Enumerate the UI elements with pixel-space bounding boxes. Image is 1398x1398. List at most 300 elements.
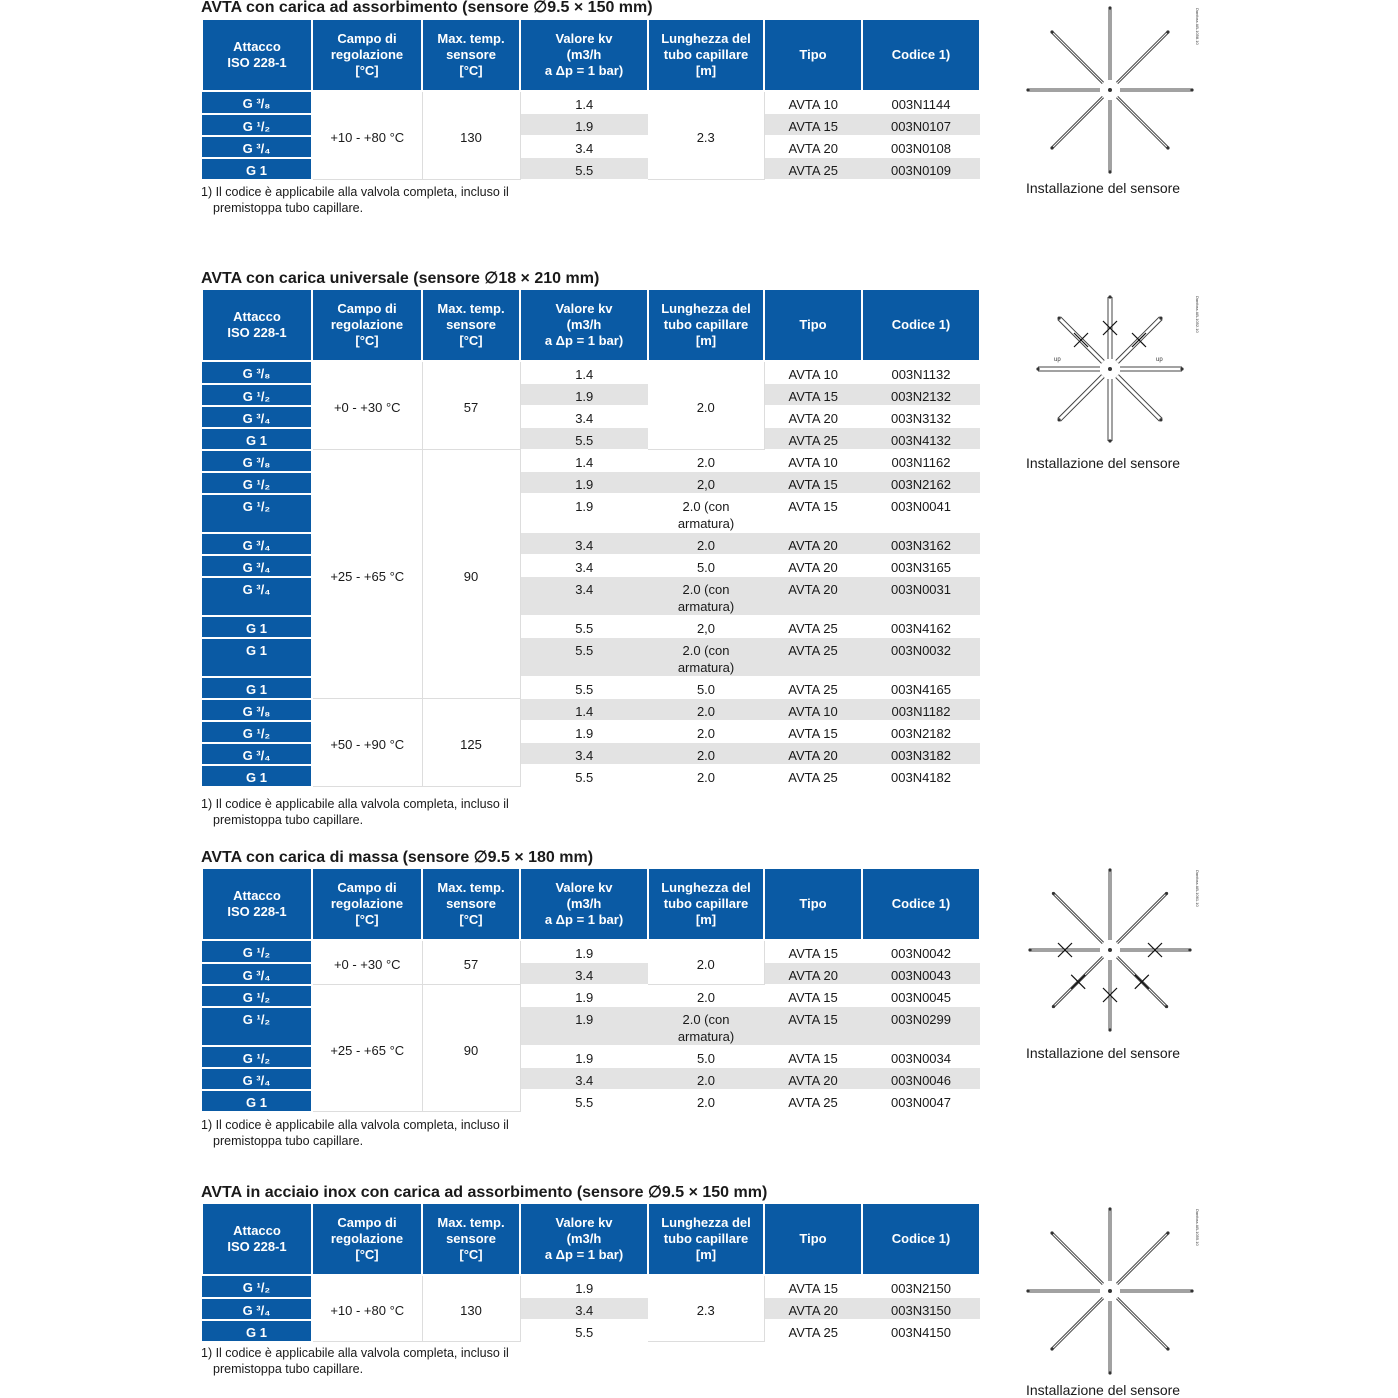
cell-lunghezza: 2.3: [648, 1275, 764, 1342]
sensor-probe: [1108, 1207, 1111, 1281]
cell-attacco: G ¹/₂: [202, 1046, 312, 1068]
cell-codice: 003N4162: [862, 616, 980, 638]
cell-codice: 003N0031: [862, 577, 980, 616]
cell-lunghezza-line: armatura): [677, 516, 735, 531]
header-attacco-line: Attacco: [233, 888, 281, 903]
cell-kv: 1.9: [520, 472, 648, 494]
cell-codice: 003N3150: [862, 1298, 980, 1320]
header-kv-line: Valore kv: [555, 880, 613, 895]
header-campo-line: [°C]: [355, 333, 379, 348]
cell-tipo: AVTA 15: [764, 985, 862, 1007]
cell-codice: 003N0045: [862, 985, 980, 1007]
cell-attacco: G ³/₈: [202, 450, 312, 472]
cell-tipo: AVTA 25: [764, 158, 862, 180]
cell-lunghezza-line: 2.0: [696, 748, 716, 763]
header-row: [202, 289, 980, 361]
cell-tipo: AVTA 15: [764, 472, 862, 494]
cell-kv: 1.4: [520, 699, 648, 721]
cell-lunghezza-line: 2.0 (con: [682, 643, 730, 658]
cell-lunghezza: [648, 699, 764, 721]
cell-kv: 1.9: [520, 1007, 648, 1046]
cell-codice: 003N2150: [862, 1275, 980, 1298]
cell-kv: 1.9: [520, 985, 648, 1007]
cell-codice: 003N3165: [862, 555, 980, 577]
header-maxtemp-line: Max. temp.: [437, 301, 505, 316]
footnote-line-1: 1) Il codice è applicabile alla valvola completa, incluso il: [201, 1346, 509, 1360]
cell-tipo: AVTA 10: [764, 361, 862, 384]
cell-tipo: AVTA 20: [764, 1068, 862, 1090]
cell-maxtemp: 57: [422, 940, 520, 985]
cell-codice: 003N2132: [862, 384, 980, 406]
drawing-code: Danfoss AB-1055.10: [1195, 1209, 1200, 1246]
section-title-4: AVTA in acciaio inox con carica ad assorbimento (sensore ∅9.5 × 150 mm): [201, 1184, 768, 1201]
cell-maxtemp: 90: [422, 450, 520, 699]
section-title-2: AVTA con carica universale (sensore ∅18 × 210 mm): [201, 270, 600, 287]
sensor-probe: [1117, 1298, 1170, 1351]
cell-lunghezza-line: 5.0: [696, 560, 716, 575]
header-campo-line: Campo di: [337, 301, 397, 316]
footnote-line-1: 1) Il codice è applicabile alla valvola completa, incluso il: [201, 797, 509, 811]
cell-attacco: G ³/₈: [202, 699, 312, 721]
header-campo-line: [°C]: [355, 912, 379, 927]
header-kv: [520, 1203, 648, 1275]
cell-lunghezza: [648, 638, 764, 677]
cell-kv: 5.5: [520, 677, 648, 699]
cell-lunghezza-line: 2.0: [696, 770, 716, 785]
cell-codice: 003N4150: [862, 1320, 980, 1342]
cell-lunghezza: [648, 985, 764, 1007]
header-tipo-line: Tipo: [799, 1231, 827, 1246]
cell-maxtemp: 90: [422, 985, 520, 1112]
cell-codice: 003N3132: [862, 406, 980, 428]
cell-attacco: G ¹/₂: [202, 494, 312, 533]
header-lunghezza-line: [m]: [695, 912, 717, 927]
sensor-probe: [1108, 379, 1111, 443]
cell-lunghezza: [648, 555, 764, 577]
cell-codice: 003N1162: [862, 450, 980, 472]
sensor-installation-diagram-4: [1024, 1205, 1204, 1380]
footnote-line-2: premistoppa tubo capillare.: [213, 1362, 364, 1376]
cell-kv: 5.5: [520, 616, 648, 638]
cell-kv: 3.4: [520, 1298, 648, 1320]
header-row: [202, 1203, 980, 1275]
header-tipo-line: Tipo: [799, 896, 827, 911]
sensor-installation-diagram-2: [1024, 292, 1204, 452]
table-row: [202, 91, 980, 114]
diagram-caption-4: Installazione del sensore: [1026, 1382, 1181, 1398]
cell-kv: 1.9: [520, 1046, 648, 1068]
sensor-probe: [1050, 1298, 1103, 1351]
cell-attacco: G 1: [202, 616, 312, 638]
cell-tipo: AVTA 25: [764, 677, 862, 699]
cell-codice: 003N0042: [862, 940, 980, 963]
header-attacco-line: Attacco: [233, 309, 281, 324]
header-codice: [862, 1203, 980, 1275]
cell-tipo: AVTA 15: [764, 1275, 862, 1298]
header-campo: [312, 868, 422, 940]
header-lunghezza-line: Lunghezza del: [661, 31, 751, 46]
header-attacco: [202, 1203, 312, 1275]
cell-kv: 3.4: [520, 555, 648, 577]
cell-maxtemp: 57: [422, 361, 520, 450]
header-maxtemp-line: sensore: [446, 1231, 496, 1246]
header-maxtemp: [422, 289, 520, 361]
cell-tipo: AVTA 20: [764, 577, 862, 616]
cell-lunghezza-line: 2,0: [696, 621, 716, 636]
header-maxtemp-line: sensore: [446, 317, 496, 332]
cell-attacco: G 1: [202, 638, 312, 677]
header-row: [202, 19, 980, 91]
drawing-code: Danfoss AB-1061.10: [1195, 870, 1200, 907]
cell-kv: 5.5: [520, 158, 648, 180]
cell-kv: 5.5: [520, 765, 648, 787]
cell-lunghezza-line: 2.0 (con: [682, 582, 730, 597]
header-lunghezza-line: Lunghezza del: [661, 301, 751, 316]
cell-tipo: AVTA 15: [764, 114, 862, 136]
header-lunghezza: [648, 19, 764, 91]
table-row: [202, 361, 980, 384]
cell-tipo: AVTA 15: [764, 721, 862, 743]
sensor-installation-diagram-1: [1024, 4, 1204, 179]
header-kv-line: a Δp = 1 bar): [544, 912, 624, 927]
cell-campo: +0 - +30 °C: [312, 361, 422, 450]
header-kv-line: (m3/h: [566, 317, 602, 332]
cell-tipo: AVTA 10: [764, 699, 862, 721]
cell-lunghezza-line: 2.0: [696, 726, 716, 741]
header-kv-line: Valore kv: [555, 31, 613, 46]
header-attacco-line: Attacco: [233, 1223, 281, 1238]
header-maxtemp-line: Max. temp.: [437, 1215, 505, 1230]
section-title-1: AVTA con carica ad assorbimento (sensore ∅9.5 × 150 mm): [201, 0, 653, 16]
header-campo: [312, 1203, 422, 1275]
header-campo: [312, 19, 422, 91]
cell-codice: 003N0108: [862, 136, 980, 158]
sensor-probe: [1050, 1231, 1103, 1284]
header-tipo: [764, 289, 862, 361]
header-kv-line: a Δp = 1 bar): [544, 1247, 624, 1262]
cell-attacco: G ¹/₂: [202, 114, 312, 136]
header-codice: [862, 868, 980, 940]
cell-lunghezza: [648, 765, 764, 787]
cell-tipo: AVTA 20: [764, 533, 862, 555]
sensor-probe: [1052, 892, 1103, 943]
table-mass-charge: [201, 867, 981, 1113]
cell-attacco: G ¹/₂: [202, 940, 312, 963]
cell-lunghezza-line: 2.0: [696, 1073, 716, 1088]
footnote-3: [201, 1117, 509, 1149]
cell-kv: 5.5: [520, 638, 648, 677]
cell-tipo: AVTA 20: [764, 406, 862, 428]
header-lunghezza: [648, 868, 764, 940]
cell-lunghezza: [648, 533, 764, 555]
cell-lunghezza-line: 2.0: [696, 538, 716, 553]
cell-kv: 1.4: [520, 450, 648, 472]
header-maxtemp-line: sensore: [446, 47, 496, 62]
table-row: [202, 1275, 980, 1298]
header-kv-line: Valore kv: [555, 1215, 613, 1230]
cell-maxtemp: 130: [422, 1275, 520, 1342]
header-attacco: [202, 19, 312, 91]
footnote-line-2: premistoppa tubo capillare.: [213, 813, 364, 827]
sensor-probe: [1120, 1289, 1194, 1292]
table-absorption-charge: [201, 18, 981, 181]
header-maxtemp-line: [°C]: [459, 1247, 483, 1262]
cell-lunghezza-line: 2.0: [696, 704, 716, 719]
cell-attacco: G 1: [202, 158, 312, 180]
sensor-probe: [1108, 1301, 1111, 1375]
cell-lunghezza-line: 2.0: [696, 1095, 716, 1110]
cell-tipo: AVTA 20: [764, 136, 862, 158]
header-kv-line: a Δp = 1 bar): [544, 333, 624, 348]
header-lunghezza: [648, 289, 764, 361]
cell-lunghezza: [648, 450, 764, 472]
cell-attacco: G ¹/₂: [202, 985, 312, 1007]
sensor-probe: [1117, 376, 1162, 421]
cell-attacco: G ³/₄: [202, 136, 312, 158]
header-codice-line: Codice 1): [891, 1231, 951, 1246]
cell-attacco: G ¹/₂: [202, 472, 312, 494]
cell-attacco: G ³/₈: [202, 91, 312, 114]
sensor-probe: [1057, 376, 1102, 421]
header-codice: [862, 289, 980, 361]
header-tipo-line: Tipo: [799, 47, 827, 62]
header-campo-line: Campo di: [337, 880, 397, 895]
section-title-3: AVTA con carica di massa (sensore ∅9.5 × 180 mm): [201, 849, 594, 866]
header-codice-line: Codice 1): [891, 896, 951, 911]
cell-codice: 003N1132: [862, 361, 980, 384]
cell-tipo: AVTA 25: [764, 616, 862, 638]
sensor-probe: [1108, 6, 1111, 80]
header-maxtemp-line: Max. temp.: [437, 31, 505, 46]
cell-codice: 003N2162: [862, 472, 980, 494]
cell-attacco: G 1: [202, 1090, 312, 1112]
cell-lunghezza-line: 2.0 (con: [682, 1012, 730, 1027]
cell-codice: 003N0034: [862, 1046, 980, 1068]
cell-attacco: G ³/₄: [202, 555, 312, 577]
header-codice-line: Codice 1): [891, 47, 951, 62]
header-kv-line: a Δp = 1 bar): [544, 63, 624, 78]
footnote-2: [201, 796, 509, 828]
cell-kv: 1.9: [520, 114, 648, 136]
cell-kv: 1.4: [520, 361, 648, 384]
cell-kv: 5.5: [520, 1090, 648, 1112]
header-codice-line: Codice 1): [891, 317, 951, 332]
header-campo-line: [°C]: [355, 63, 379, 78]
table-stainless-absorption: [201, 1202, 981, 1343]
header-campo-line: Campo di: [337, 1215, 397, 1230]
header-tipo: [764, 1203, 862, 1275]
header-maxtemp: [422, 1203, 520, 1275]
diagram-caption-2: Installazione del sensore: [1026, 455, 1181, 471]
cell-tipo: AVTA 15: [764, 494, 862, 533]
cell-codice: 003N0109: [862, 158, 980, 180]
cell-kv: 1.9: [520, 494, 648, 533]
sensor-probe: [1050, 97, 1103, 150]
header-maxtemp-line: [°C]: [459, 333, 483, 348]
header-lunghezza-line: Lunghezza del: [661, 880, 751, 895]
cell-kv: 5.5: [520, 1320, 648, 1342]
cell-lunghezza: [648, 616, 764, 638]
table-row: [202, 699, 980, 721]
header-codice: [862, 19, 980, 91]
cell-lunghezza: [648, 577, 764, 616]
cell-kv: 1.9: [520, 940, 648, 963]
header-campo-line: Campo di: [337, 31, 397, 46]
sensor-installation-diagram-3: [1024, 866, 1204, 1041]
header-row: [202, 868, 980, 940]
cell-tipo: AVTA 20: [764, 555, 862, 577]
cell-lunghezza: [648, 1046, 764, 1068]
header-attacco: [202, 868, 312, 940]
header-attacco-line: ISO 228-1: [227, 325, 287, 340]
header-maxtemp: [422, 868, 520, 940]
header-campo-line: [°C]: [355, 1247, 379, 1262]
cell-kv: 1.9: [520, 1275, 648, 1298]
footnote-line-2: premistoppa tubo capillare.: [213, 1134, 364, 1148]
header-campo-line: regolazione: [330, 896, 404, 911]
cell-codice: 003N3182: [862, 743, 980, 765]
cell-kv: 1.9: [520, 384, 648, 406]
cell-lunghezza: 2.0: [648, 940, 764, 985]
sensor-probe: [1026, 88, 1100, 91]
cell-codice: 003N0047: [862, 1090, 980, 1112]
cell-attacco: G ¹/₂: [202, 1007, 312, 1046]
cell-maxtemp: 125: [422, 699, 520, 787]
cell-attacco: G ³/₄: [202, 1068, 312, 1090]
center-point: [1108, 1289, 1112, 1293]
header-lunghezza-line: tubo capillare: [663, 317, 749, 332]
cell-codice: 003N0107: [862, 114, 980, 136]
table-row: [202, 985, 980, 1007]
cell-lunghezza-line: armatura): [677, 599, 735, 614]
cell-codice: 003N0041: [862, 494, 980, 533]
header-maxtemp-line: Max. temp.: [437, 880, 505, 895]
cell-attacco: G ³/₄: [202, 1298, 312, 1320]
cell-campo: +25 - +65 °C: [312, 450, 422, 699]
header-kv-line: (m3/h: [566, 47, 602, 62]
cell-attacco: G ³/₄: [202, 533, 312, 555]
header-kv-line: (m3/h: [566, 1231, 602, 1246]
cell-attacco: G ¹/₂: [202, 384, 312, 406]
cell-tipo: AVTA 25: [764, 1090, 862, 1112]
header-campo: [312, 289, 422, 361]
header-maxtemp-line: [°C]: [459, 63, 483, 78]
header-maxtemp: [422, 19, 520, 91]
cell-tipo: AVTA 15: [764, 1046, 862, 1068]
cell-campo: +10 - +80 °C: [312, 1275, 422, 1342]
cell-lunghezza-line: 2,0: [696, 477, 716, 492]
center-point: [1108, 367, 1112, 371]
cell-lunghezza: [648, 677, 764, 699]
cell-attacco: G 1: [202, 677, 312, 699]
cell-codice: 003N1144: [862, 91, 980, 114]
cell-lunghezza-line: 5.0: [696, 1051, 716, 1066]
sensor-probe: [1050, 30, 1103, 83]
header-tipo-line: Tipo: [799, 317, 827, 332]
cell-codice: 003N0299: [862, 1007, 980, 1046]
cell-attacco: G ³/₄: [202, 743, 312, 765]
sensor-probe: [1026, 1289, 1100, 1292]
cell-attacco: G 1: [202, 1320, 312, 1342]
header-lunghezza-line: tubo capillare: [663, 896, 749, 911]
cell-attacco: G 1: [202, 765, 312, 787]
footnote-1: [201, 184, 509, 216]
cell-tipo: AVTA 20: [764, 1298, 862, 1320]
cell-codice: 003N0043: [862, 963, 980, 985]
header-attacco-line: ISO 228-1: [227, 55, 287, 70]
cell-lunghezza-line: armatura): [677, 1029, 735, 1044]
diagram-caption-3: Installazione del sensore: [1026, 1045, 1181, 1061]
cell-codice: 003N0032: [862, 638, 980, 677]
cell-campo: +0 - +30 °C: [312, 940, 422, 985]
header-tipo: [764, 868, 862, 940]
header-maxtemp-line: [°C]: [459, 912, 483, 927]
cell-campo: +25 - +65 °C: [312, 985, 422, 1112]
cell-attacco: G 1: [202, 428, 312, 450]
header-campo-line: regolazione: [330, 1231, 404, 1246]
header-tipo: [764, 19, 862, 91]
cell-kv: 3.4: [520, 577, 648, 616]
header-lunghezza-line: [m]: [695, 63, 717, 78]
cell-kv: 1.4: [520, 91, 648, 114]
header-kv: [520, 289, 648, 361]
cell-codice: 003N0046: [862, 1068, 980, 1090]
footnote-4: [201, 1345, 509, 1377]
sensor-probe: [1117, 1231, 1170, 1284]
cell-lunghezza-line: 2.0 (con: [682, 499, 730, 514]
cell-codice: 003N4132: [862, 428, 980, 450]
center-point: [1108, 948, 1112, 952]
header-attacco: [202, 289, 312, 361]
sensor-probe: [1120, 367, 1184, 370]
header-lunghezza-line: tubo capillare: [663, 1231, 749, 1246]
drawing-code: Danfoss AB-1052.10: [1195, 296, 1200, 333]
table-row: [202, 450, 980, 472]
cell-lunghezza: [648, 1090, 764, 1112]
cell-tipo: AVTA 25: [764, 638, 862, 677]
sensor-probe: [1117, 97, 1170, 150]
cell-codice: 003N3162: [862, 533, 980, 555]
cell-attacco: G ³/₄: [202, 963, 312, 985]
cell-codice: 003N4182: [862, 765, 980, 787]
cell-lunghezza: 2.3: [648, 91, 764, 180]
cell-campo: +50 - +90 °C: [312, 699, 422, 787]
cell-tipo: AVTA 10: [764, 450, 862, 472]
up-label: up: [1054, 357, 1061, 363]
header-attacco-line: ISO 228-1: [227, 904, 287, 919]
cell-kv: 3.4: [520, 1068, 648, 1090]
cell-lunghezza: [648, 1068, 764, 1090]
cell-attacco: G ³/₈: [202, 361, 312, 384]
sensor-probe: [1108, 100, 1111, 174]
header-kv-line: (m3/h: [566, 896, 602, 911]
cell-codice: 003N2182: [862, 721, 980, 743]
cell-lunghezza: [648, 721, 764, 743]
sensor-probe: [1117, 892, 1168, 943]
cell-tipo: AVTA 15: [764, 940, 862, 963]
header-attacco-line: Attacco: [233, 39, 281, 54]
cell-tipo: AVTA 25: [764, 765, 862, 787]
cell-kv: 3.4: [520, 533, 648, 555]
cell-tipo: AVTA 20: [764, 743, 862, 765]
cell-tipo: AVTA 25: [764, 1320, 862, 1342]
cell-attacco: G ³/₄: [202, 406, 312, 428]
cell-kv: 5.5: [520, 428, 648, 450]
cell-kv: 1.9: [520, 721, 648, 743]
cell-codice: 003N1182: [862, 699, 980, 721]
cell-tipo: AVTA 15: [764, 1007, 862, 1046]
cell-kv: 3.4: [520, 406, 648, 428]
